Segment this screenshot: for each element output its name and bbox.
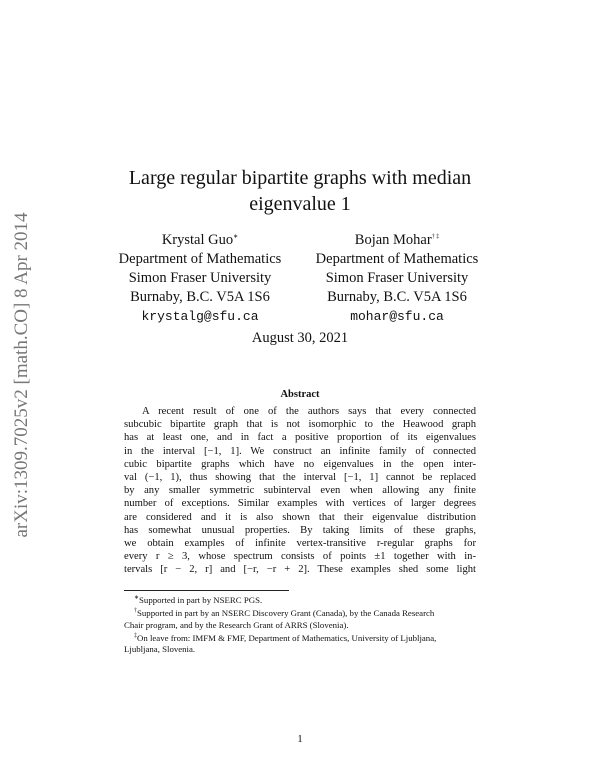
author-name: Krystal Guo xyxy=(161,231,234,248)
author-email[interactable]: mohar@sfu.ca xyxy=(350,308,444,324)
page-number: 1 xyxy=(297,733,303,745)
abstract-line: A recent result of one of the authors says that every connected xyxy=(142,406,476,417)
abstract-line: by any smaller symmetric subinterval even when allowing any finite xyxy=(124,485,476,497)
author-univ: Simon Fraser University xyxy=(128,269,272,286)
abstract-line: tervals [r − 2, r] and [−r, −r + 2]. These examples shed some light xyxy=(124,564,476,576)
footnote-mark: † xyxy=(134,608,137,615)
paper-title xyxy=(0,165,600,217)
author-name: Bojan Mohar xyxy=(354,231,432,248)
author-email[interactable]: krystalg@sfu.ca xyxy=(141,308,259,324)
author-addr: Burnaby, B.C. V5A 1S6 xyxy=(327,288,467,305)
author-mark: ∗ xyxy=(233,234,239,240)
author-addr: Burnaby, B.C. V5A 1S6 xyxy=(130,288,270,305)
footnote-text: On leave from: IMFM & FMF, Department of Mathematics, University of Ljubljana, xyxy=(137,632,437,643)
footnote-text: Chair program, and by the Research Grant of ARRS (Slovenia). xyxy=(124,619,349,630)
footnote-line xyxy=(124,606,476,619)
abstract-line: has somewhat unusual properties. By taking limits of these graphs, xyxy=(124,524,476,536)
paper-date: August 30, 2021 xyxy=(251,330,349,346)
abstract-line: are considered and it is also shown that their eigenvalue distribution xyxy=(124,511,476,523)
author-dept: Department of Mathematics xyxy=(315,250,479,267)
abstract-line: val (−1, 1), thus showing that the interval [−1, 1] cannot be replaced xyxy=(124,471,476,483)
arxiv-identifier: arXiv:1309.7025v2 [math.CO] 8 Apr 2014 xyxy=(11,212,32,538)
footnote-text: Supported in part by an NSERC Discovery Grant (Canada), by the Canada Research xyxy=(137,608,435,619)
abstract-line: every r ≥ 3, whose spectrum consists of points ±1 together with in- xyxy=(124,551,476,563)
footnotes xyxy=(124,593,476,656)
title-line: Large regular bipartite graphs with median xyxy=(128,167,472,189)
footnote-text: Ljubljana, Slovenia. xyxy=(124,644,196,655)
footnote-line xyxy=(124,631,476,644)
footnote-line xyxy=(124,593,476,606)
abstract-line: has at least one, and in fact a positive proportion of its eigenvalues xyxy=(124,432,476,444)
footnote-line xyxy=(124,644,476,655)
abstract-line: number of exceptions. Similar examples with vertices of larger degrees xyxy=(124,498,476,510)
footnote-line xyxy=(124,620,476,631)
abstract-line: subcubic bipartite graph that is not isomorphic to the Heawood graph xyxy=(124,419,476,431)
abstract-line: cubic bipartite graphs which have no eigenvalues in the open inter- xyxy=(124,458,476,470)
title-line: eigenvalue 1 xyxy=(249,193,351,215)
author-univ: Simon Fraser University xyxy=(325,269,469,286)
abstract-heading: Abstract xyxy=(280,389,320,400)
footnote-mark: ∗ xyxy=(134,595,140,601)
footnote-rule xyxy=(124,590,289,591)
abstract-line: in the interval [−1, 1]. We construct an infinite family of connected xyxy=(124,445,476,457)
footnote-text: Supported in part by NSERC PGS. xyxy=(139,594,263,605)
author-block xyxy=(297,228,497,326)
abstract-body xyxy=(124,405,476,576)
footnote-mark: ‡ xyxy=(134,633,137,640)
author-block xyxy=(100,228,300,326)
author-mark: † ‡ xyxy=(431,234,440,240)
author-dept: Department of Mathematics xyxy=(118,250,282,267)
abstract-line: we obtain examples of infinite vertex-transitive r-regular graphs for xyxy=(124,537,476,549)
